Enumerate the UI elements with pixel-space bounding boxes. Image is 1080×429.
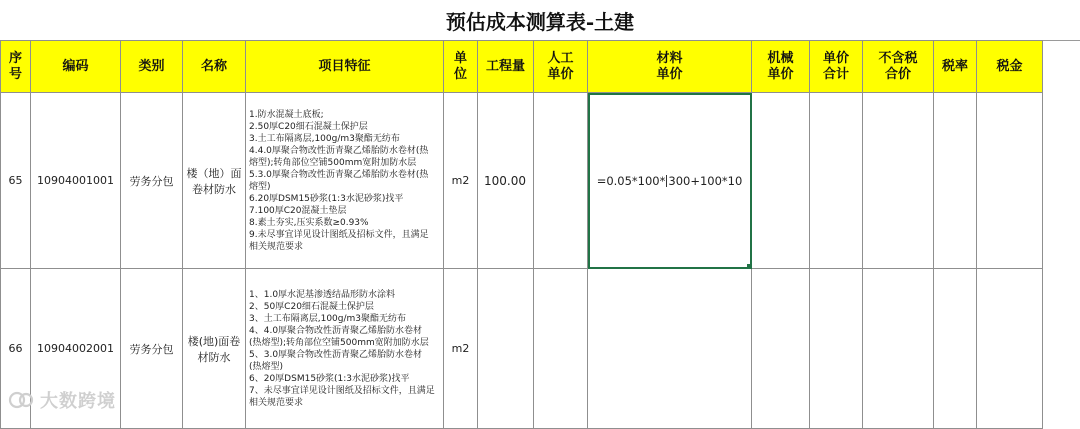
cell-name[interactable]: 楼(地)面卷 材防水: [183, 269, 246, 429]
header-unit-total[interactable]: 单价 合计: [810, 41, 863, 93]
cell-features[interactable]: 1.防水混凝土底板; 2.50厚C20细石混凝土保护层 3.土工布隔离层,100g/m3聚酯无纺布 4.4.0厚聚合物改性沥青聚乙烯胎防水卷材(热 熔型);转角部位空铺500mm宽附加防水层 5.3.0厚聚合物改性沥青聚乙烯胎防水卷材(热 熔型) 6.20厚DSM15砂浆(1:3水泥砂浆)找平 7.100厚C20混凝土垫层 8.素土夯实,压实系数≥0.93% 9.未尽事宜详见设计图纸及招标文件，且满足 相关规范要求: [246, 93, 444, 269]
cell-quantity[interactable]: [478, 269, 534, 429]
fill-handle[interactable]: [747, 264, 752, 269]
sheet-title[interactable]: 预估成本测算表-土建: [0, 0, 1080, 41]
header-machine[interactable]: 机械 单价: [752, 41, 810, 93]
cell-code[interactable]: 10904001001: [31, 93, 121, 269]
cell-seq[interactable]: 66: [1, 269, 31, 429]
table-row: [1, 93, 1043, 269]
header-tax[interactable]: 税金: [977, 41, 1043, 93]
header-features[interactable]: 项目特征: [246, 41, 444, 93]
cell-unit[interactable]: m2: [444, 269, 478, 429]
cell-code[interactable]: 10904002001: [31, 269, 121, 429]
cell-excl-tax[interactable]: [863, 93, 934, 269]
header-row: [1, 41, 1043, 93]
cell-features[interactable]: 1、1.0厚水泥基渗透结晶形防水涂料 2、50厚C20细石混凝土保护层 3、土工布隔离层,100g/m3聚酯无纺布 4、4.0厚聚合物改性沥青聚乙烯胎防水卷材 (热熔型);转角部位空铺500mm宽附加防水层 5、3.0厚聚合物改性沥青聚乙烯胎防水卷材 (热熔型) 6、20厚DSM15砂浆(1:3水泥砂浆)找平 7、未尽事宜详见设计图纸及招标文件，且满足 相关规范要求: [246, 269, 444, 429]
header-code[interactable]: 编码: [31, 41, 121, 93]
cell-tax-rate[interactable]: [934, 269, 977, 429]
header-labor[interactable]: 人工 单价: [534, 41, 588, 93]
watermark: [8, 387, 116, 413]
brand-logo-icon: [8, 389, 34, 411]
header-material[interactable]: 材料 单价: [588, 41, 752, 93]
watermark-text: 大数跨境: [40, 391, 116, 412]
header-tax-rate[interactable]: 税率: [934, 41, 977, 93]
cell-excl-tax[interactable]: [863, 269, 934, 429]
cell-quantity[interactable]: 100.00: [478, 93, 534, 269]
cell-machine[interactable]: [752, 93, 810, 269]
cell-name[interactable]: 楼（地）面 卷材防水: [183, 93, 246, 269]
header-seq[interactable]: 序 号: [1, 41, 31, 93]
cell-category[interactable]: 劳务分包: [121, 269, 183, 429]
cell-category[interactable]: 劳务分包: [121, 93, 183, 269]
cell-seq[interactable]: 65: [1, 93, 31, 269]
header-name[interactable]: 名称: [183, 41, 246, 93]
cell-labor[interactable]: [534, 269, 588, 429]
cell-tax[interactable]: [977, 93, 1043, 269]
cell-tax[interactable]: [977, 269, 1043, 429]
cell-unit-total[interactable]: [810, 269, 863, 429]
table-row: [1, 269, 1043, 429]
cell-material[interactable]: [588, 269, 752, 429]
cell-material-formula[interactable]: =0.05*100* 300+100*10: [588, 93, 752, 269]
cell-labor[interactable]: [534, 93, 588, 269]
cell-tax-rate[interactable]: [934, 93, 977, 269]
header-category[interactable]: 类别: [121, 41, 183, 93]
header-unit[interactable]: 单 位: [444, 41, 478, 93]
cost-table: [0, 40, 1043, 429]
cell-machine[interactable]: [752, 269, 810, 429]
header-quantity[interactable]: 工程量: [478, 41, 534, 93]
cell-unit[interactable]: m2: [444, 93, 478, 269]
header-excl-tax[interactable]: 不含税 合价: [863, 41, 934, 93]
cell-unit-total[interactable]: [810, 93, 863, 269]
